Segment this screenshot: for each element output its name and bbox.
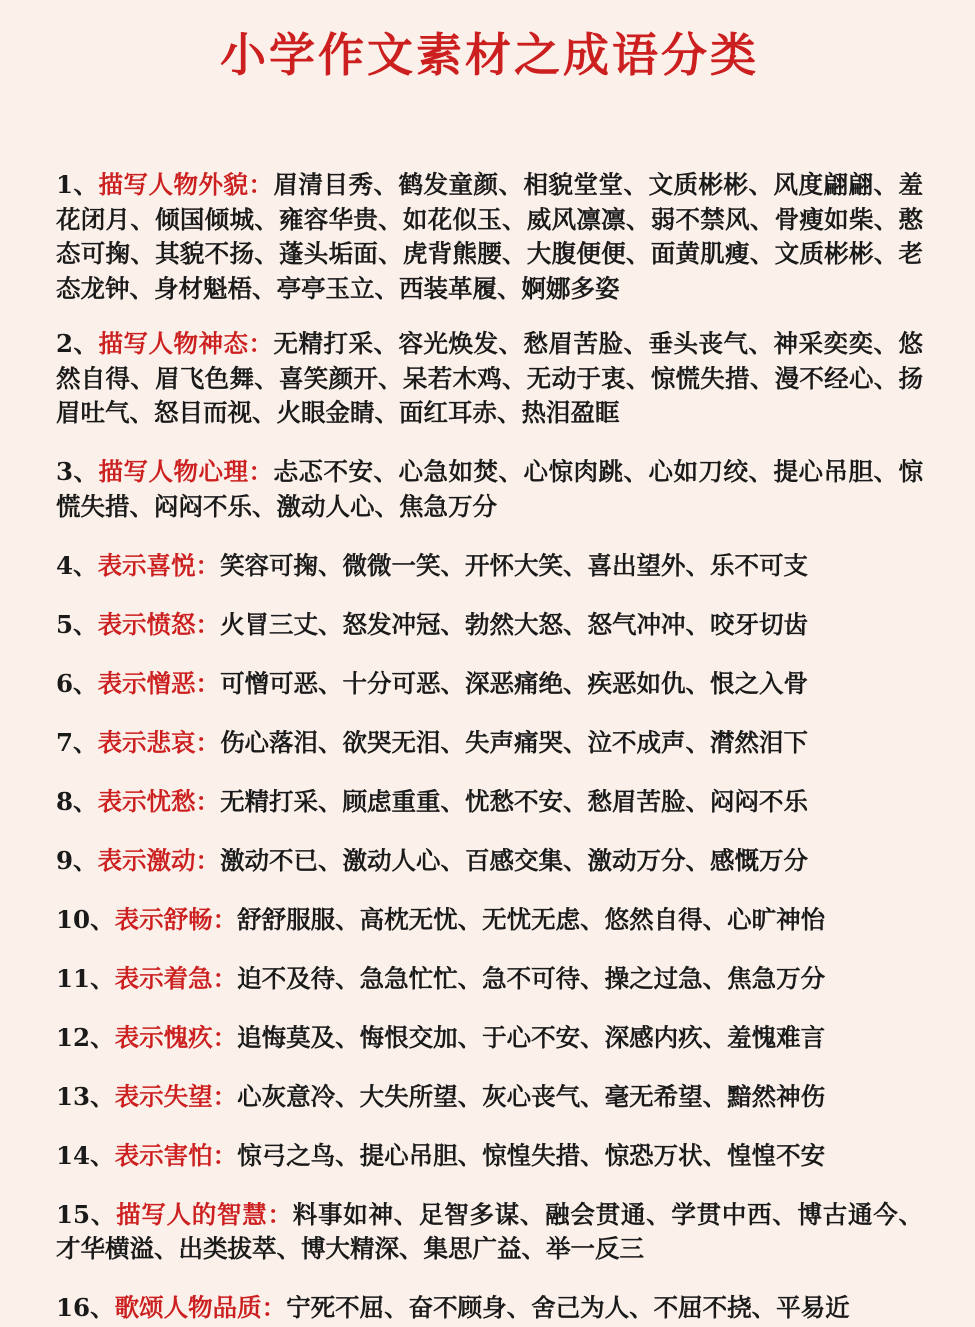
entry-idioms: 无精打采、容光焕发、愁眉苦脸、垂头丧气、神采奕奕、悠然自得、眉飞色舞、喜笑颜开、呆若木鸡、无动于衷、惊慌失措、漫不经心、扬眉吐气、怒目而视、火眼金睛、面红耳赤、热泪盈眶 <box>56 329 923 427</box>
category-entry <box>56 1139 923 1174</box>
entry-category: 表示忧愁： <box>97 786 221 816</box>
entry-number: 1、 <box>56 170 99 199</box>
entry-idioms: 忐忑不安、心急如焚、心惊肉跳、心如刀绞、提心吊胆、惊慌失措、闷闷不乐、激动人心、焦急万分 <box>56 457 923 521</box>
entry-number: 8、 <box>56 786 98 816</box>
entry-idioms: 迫不及待、急急忙忙、急不可待、操之过急、焦急万分 <box>237 963 826 993</box>
entry-idioms: 伤心落泪、欲哭无泪、失声痛哭、泣不成声、潸然泪下 <box>220 727 809 757</box>
category-entry <box>56 327 923 431</box>
entry-number: 9、 <box>56 845 98 875</box>
entry-number: 4、 <box>56 550 98 580</box>
entry-category: 表示激动： <box>97 845 221 875</box>
entry-category: 描写人的智慧： <box>116 1199 293 1229</box>
entry-number: 13、 <box>56 1081 115 1111</box>
entry-number: 10、 <box>56 904 115 934</box>
category-entry <box>56 1291 923 1326</box>
entry-category: 表示愧疚： <box>114 1022 238 1052</box>
entry-number: 7、 <box>56 727 98 757</box>
page-title: 小学作文素材之成语分类 <box>220 28 759 82</box>
category-entry <box>56 549 923 584</box>
entry-idioms: 舒舒服服、高枕无忧、无忧无虑、悠然自得、心旷神怡 <box>237 904 826 934</box>
entry-idioms: 宁死不屈、奋不顾身、舍己为人、不屈不挠、平易近 <box>286 1293 850 1322</box>
entry-idioms: 惊弓之鸟、提心吊胆、惊惶失措、惊恐万状、惶惶不安 <box>237 1140 826 1170</box>
category-entry <box>56 455 923 524</box>
entry-idioms: 激动不已、激动人心、百感交集、激动万分、感慨万分 <box>220 845 809 875</box>
idiom-category-list <box>56 168 923 1326</box>
entry-number: 5、 <box>56 609 98 639</box>
entry-category: 表示害怕： <box>114 1140 238 1170</box>
category-entry <box>56 667 923 702</box>
entry-number: 15、 <box>56 1199 117 1229</box>
entry-idioms: 火冒三丈、怒发冲冠、勃然大怒、怒气冲冲、咬牙切齿 <box>220 609 809 639</box>
entry-number: 3、 <box>56 457 99 486</box>
entry-idioms: 追悔莫及、悔恨交加、于心不安、深感内疚、羞愧难言 <box>237 1022 826 1052</box>
entry-idioms: 笑容可掬、微微一笑、开怀大笑、喜出望外、乐不可支 <box>220 550 809 580</box>
category-entry <box>56 608 923 643</box>
entry-number: 12、 <box>56 1022 115 1052</box>
entry-category: 表示着急： <box>114 963 238 993</box>
entry-idioms: 眉清目秀、鹤发童颜、相貌堂堂、文质彬彬、风度翩翩、羞花闭月、倾国倾城、雍容华贵、如花似玉、威风凛凛、弱不禁风、骨瘦如柴、憨态可掬、其貌不扬、蓬头垢面、虎背熊腰、大腹便便、面黄肌瘦、文质彬彬、老态龙钟、身材魁梧、亭亭玉立、西装革履、婀娜多姿 <box>56 170 923 303</box>
entry-category: 描写人物外貌： <box>98 170 274 199</box>
entry-number: 2、 <box>56 329 99 358</box>
entry-idioms: 无精打采、顾虑重重、忧愁不安、愁眉苦脸、闷闷不乐 <box>220 786 809 816</box>
category-entry <box>56 168 923 306</box>
entry-idioms: 料事如神、足智多谋、融会贯通、学贯中西、博古通今、才华横溢、出类拔萃、博大精深、集思广益、举一反三 <box>56 1199 924 1263</box>
entry-number: 6、 <box>56 668 98 698</box>
entry-category: 描写人物心理： <box>98 457 274 486</box>
entry-number: 14、 <box>56 1140 115 1170</box>
category-entry <box>56 726 923 761</box>
entry-category: 表示憎恶： <box>97 668 221 698</box>
category-entry <box>56 1080 923 1115</box>
entry-number: 16、 <box>56 1293 115 1322</box>
category-entry <box>56 1021 923 1056</box>
category-entry <box>56 785 923 820</box>
category-entry <box>56 1198 923 1267</box>
entry-category: 描写人物神态： <box>98 329 274 358</box>
entry-idioms: 心灰意冷、大失所望、灰心丧气、毫无希望、黯然神伤 <box>237 1081 826 1111</box>
entry-category: 表示舒畅： <box>114 904 238 934</box>
category-entry <box>56 962 923 997</box>
entry-category: 表示失望： <box>114 1081 238 1111</box>
entry-category: 表示愤怒： <box>97 609 221 639</box>
category-entry <box>56 844 923 879</box>
category-entry <box>56 903 923 938</box>
entry-category: 歌颂人物品质： <box>114 1293 287 1322</box>
entry-category: 表示悲哀： <box>97 727 221 757</box>
entry-number: 11、 <box>56 963 115 993</box>
entry-category: 表示喜悦： <box>97 550 221 580</box>
entry-idioms: 可憎可恶、十分可恶、深恶痛绝、疾恶如仇、恨之入骨 <box>220 668 809 698</box>
